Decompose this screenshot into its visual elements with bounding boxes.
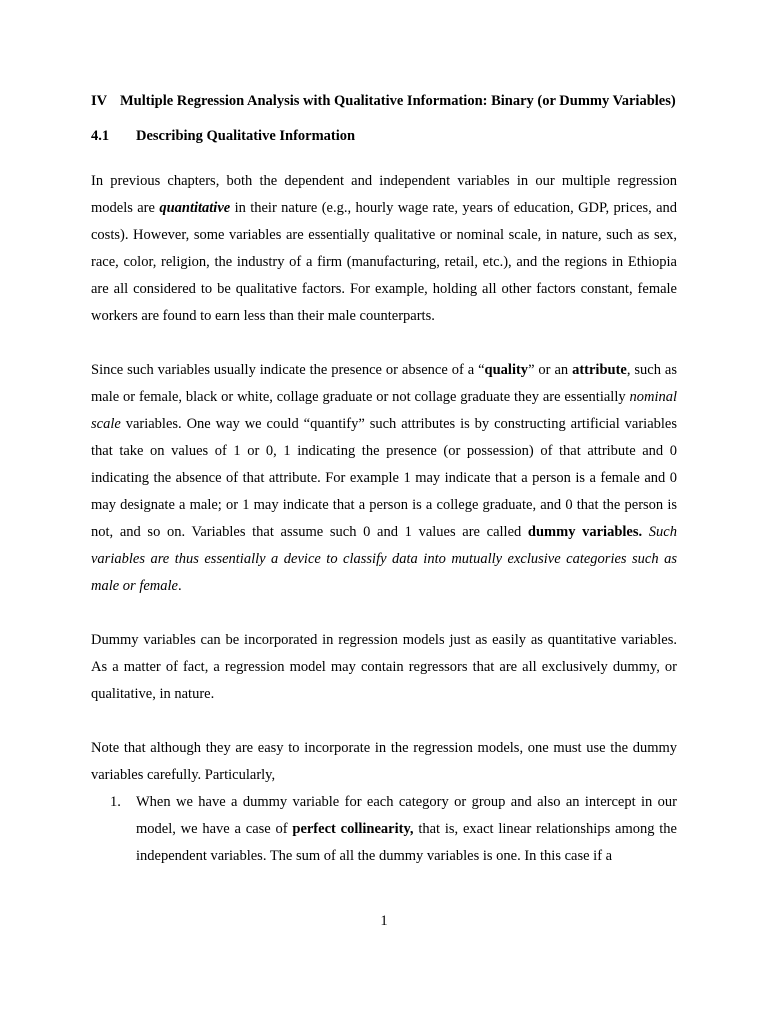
term-nominal-scale: nominal scale — [91, 389, 677, 432]
list-item — [91, 789, 677, 870]
document-page — [91, 92, 677, 870]
chapter-title: Multiple Regression Analysis with Qualitative Information: Binary (or Dummy Variables) — [120, 93, 676, 109]
chapter-number: IV — [91, 93, 108, 109]
paragraph-2-text-a: Since such variables usually indicate the presence or absence of a “ — [91, 362, 485, 378]
paragraph-2-text-j: . — [177, 578, 182, 594]
paragraph-2-text-c: ” or an — [528, 362, 573, 378]
numbered-list — [91, 789, 677, 870]
paragraph-2 — [91, 357, 677, 600]
term-perfect-collinearity: perfect collinearity, — [292, 821, 414, 837]
list-item-text-c: that is, exact linear relationships among the independent variables. The sum of all the dummy variables is one. In this case if a — [136, 821, 677, 864]
paragraph-4: Note that although they are easy to incorporate in the regression models, one must use the dummy variables carefully. Particularly, — [91, 740, 677, 783]
paragraph-2-text-e: , such as male or female, black or white, collage graduate or not collage graduate they are essentially — [91, 362, 677, 405]
paragraph-2-emphasis: Such variables are thus essentially a device to classify data into mutually exclusive categories such as male or female — [91, 524, 677, 594]
term-quality: quality — [484, 362, 529, 378]
paragraph-3: Dummy variables can be incorporated in regression models just as easily as quantitative variables. As a matter of fact, a regression model may contain regressors that are all exclusively dummy, or qualitative, in nature. — [91, 632, 677, 702]
term-attribute: attribute — [572, 362, 627, 378]
section-heading — [91, 127, 677, 145]
paragraph-1-text-c: in their nature (e.g., hourly wage rate, years of education, GDP, prices, and costs). However, some variables are essentially qualitative or nominal scale, in nature, such as sex, race, color, religion, the industry of a firm (manufacturing, retail, etc.), and the regions in Ethiopia are all considered to be qualitative factors. For example, holding all other factors constant, female workers are found to earn less than their male counterparts. — [91, 200, 678, 324]
section-title: Describing Qualitative Information — [136, 128, 356, 144]
term-quantitative: quantitative — [159, 200, 231, 216]
term-dummy-variables: dummy variables. — [527, 524, 643, 540]
section-number: 4.1 — [91, 128, 110, 144]
paragraph-1-text-a: In previous chapters, both the dependent and independent variables in our multiple regression models are — [91, 173, 677, 216]
paragraph-2-text-g: variables. One way we could “quantify” such attributes is by constructing artificial variables that take on values of 1 or 0, 1 indicating the presence (or possession) of that attribute and 0 indicating the absence of that attribute. For example 1 may indicate that a person is a female and 0 may designate a male; or 1 may indicate that a person is a college graduate, and 0 that the person is not, and so on. Variables that assume such 0 and 1 values are called — [91, 416, 677, 540]
chapter-heading — [91, 92, 677, 110]
list-item-marker: 1. — [110, 794, 121, 810]
paragraph-1 — [91, 168, 677, 330]
list-item-text-a: When we have a dummy variable for each category or group and also an intercept in our model, we have a case of — [136, 794, 677, 837]
page-number: 1 — [380, 913, 388, 929]
